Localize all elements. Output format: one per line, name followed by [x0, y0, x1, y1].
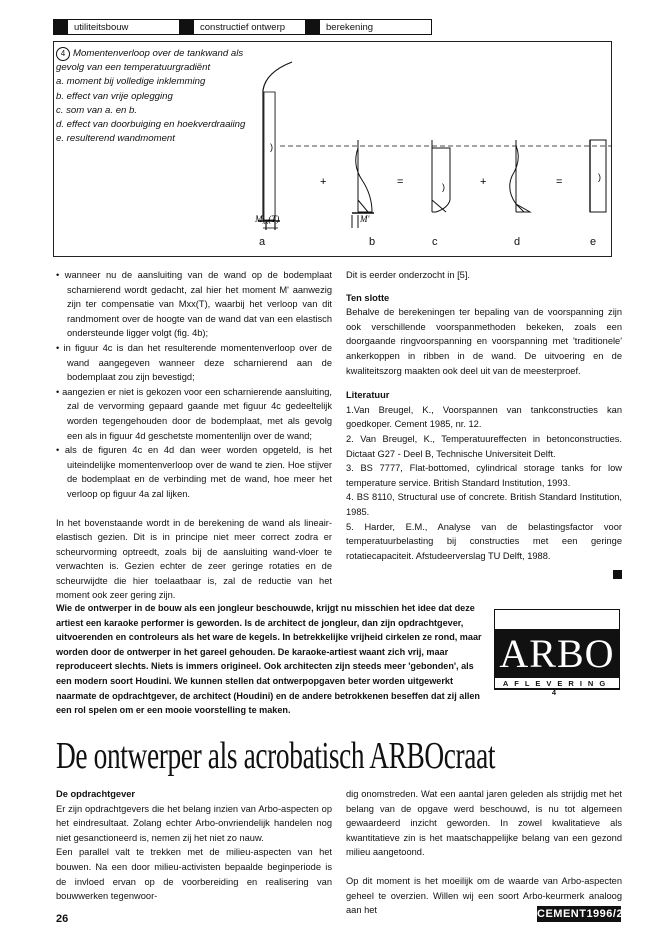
reference-item: 2. Van Breugel, K., Temperatuureffecten in betonconstructies. Dictaat G27 - Deel B, Technische Universiteit Delft. [346, 433, 622, 459]
caption-line: c. som van a. en b. [56, 104, 138, 116]
caption-line: a. moment bij volledige inklemming [56, 76, 206, 88]
left-column [56, 268, 332, 603]
figure-letter-b: b [369, 236, 376, 248]
plus-sign-1: + [320, 176, 327, 188]
section-heading: Literatuur [346, 390, 390, 401]
body-paragraph: Een parallel valt te trekken met de milieu-aspecten van het bouwen. Na een door milieu-activisten bepaalde beginperiode is de invloed ervan op de voorbereiding en realisering van bouwwerken tegenwoor- [56, 847, 332, 902]
body-paragraph: Behalve de berekeningen ter bepaling van de voorspanning zijn ook verschillende voorspanmethoden bekeken, zoals een doorgaande ringvoorspanning en voorspanning met 'traditionele' ankerkoppen in ribben in de wand. De uitvoering en de kwaliteitszorg maakten ook deel uit van de meesterproef. [346, 307, 622, 376]
caption-text: Momentenverloop over de tankwand als [73, 48, 244, 59]
end-mark [613, 570, 622, 579]
mxx-label: $M_{xx}(T)$ [255, 214, 280, 226]
body-paragraph: Op dit moment is het moeilijk om de waarde van Arbo-aspecten geheel te overzien. Willen wij een soort Arbo-keurmerk analoog aan het [346, 875, 622, 916]
reference-item: 5. Harder, E.M., Analyse van de belastingsfactor voor temperatuurbelasting bij constructies met een geringe rotatiecapaciteit. Afstudeerverslag TU Delft, 1988. [346, 521, 622, 561]
arbo-subtitle: AFLEVERING 4 [502, 679, 612, 697]
reference-item: 3. BS 7777, Flat-bottomed, cylindrical storage tanks for low temperature service. British Standard Institution, 1993. [346, 463, 622, 488]
caption-line: gevolg van een temperatuurgradiënt [56, 62, 211, 74]
tab-label: berekening [326, 21, 374, 33]
article-right-column [346, 787, 622, 918]
right-column [346, 268, 622, 563]
body-paragraph: Er zijn opdrachtgevers die het belang inzien van Arbo-aspecten op het eindresultaat. Zolang echter Arbo-onvriendelijk handelen nog niet gesanctioneerd is, nemen zij het niet zo nauw. [56, 803, 332, 843]
figure-letter-d: d [514, 236, 521, 248]
body-paragraph: In het bovenstaande wordt in de berekening de wand als lineair-elastisch gezien. Dit is in principe niet meer correct zodra er scheurvorming optreedt, zoals bij de aansluiting wand-vloer te verwachten is. Gezien echter de zeer geringe rotaties en de scheurwijdte die hier toelaatbaar is, zal de reductie van het moment ook zeer gering zijn. [56, 517, 332, 601]
bullet-item: • aangezien er niet is gekozen voor een scharnierende aansluiting, zal de vervorming gepaard gaande met figuur 4c gedeeltelijk worden tegengehouden door de bodemplaat, met als gevolg een als in figuur 4d geschetste momentenlijn over de wand; [56, 386, 332, 441]
section-heading: Ten slotte [346, 292, 390, 303]
figure-letter-e: e [590, 236, 597, 248]
diagram-d [510, 140, 530, 212]
page-number: 26 [56, 913, 69, 925]
tab-label: constructief ontwerp [200, 21, 286, 33]
plus-sign-2: + [480, 176, 487, 188]
moment-arrow-c: ) [442, 182, 445, 192]
magazine-tag: CEMENT1996/2 [537, 908, 624, 920]
equals-sign-2: = [556, 176, 563, 188]
arbo-logo: ARBO [494, 629, 620, 677]
diagram-a [258, 62, 292, 230]
bullet-item: • in figuur 4c is dan het resulterende momentenverloop over de wand aangegeven wanneer deze scharnierend aan de bodemplaat zou zijn bevestigd; [56, 342, 332, 383]
article-left-column [56, 787, 332, 904]
section-heading: De opdrachtgever [56, 789, 136, 799]
diagram-c [432, 140, 450, 212]
body-paragraph: dig onomstreden. Wat een aantal jaren geleden als strijdig met het belang van de opgave werd beschouwd, is nu tot algemeen gewaardeerd inzicht geworden. In zowel kwalitatieve als kwantitatieve zin is het maatschappelijke belang van een gezond milieu aangetoond. [346, 789, 622, 858]
continuation-text: Dit is eerder onderzocht in [5]. [346, 270, 471, 280]
figure-letter-c: c [432, 236, 438, 248]
equals-sign-1: = [397, 176, 404, 188]
tab-label: utiliteitsbouw [74, 21, 129, 33]
figure-number: 4 [56, 47, 70, 61]
article-intro: Wie de ontwerper in de bouw als een jongleur beschouwde, krijgt nu misschien het idee dat deze artiest een karaoke performer is geworden. Is de architect de jongleur, dan zijn opdrachtgever, uitvoerenden en controleurs als het ware de kegels. In betrekkelijke vrijheid cirkelen ze rond, maar worden door de ontwerper in het gareel gehouden. De karaoke-artiest waant zich vrij, maar reproduceert slechts. Niets is immers origineel. Ook architecten zijn steeds meer 'gebonden', als een modern soort Houdini. We kunnen stellen dat ontwerpopgaven beter worden uitgewerkt naarmate de opdrachtgever, de architect (Houdini) en de andere betrokkenen beseffen dat zij allen een rol spelen om er een mooie voorstelling te maken. [56, 603, 482, 716]
caption-line: b. effect van vrije oplegging [56, 90, 173, 102]
figure-letter-a: a [259, 236, 266, 248]
moment-arrow-a: ) [270, 142, 273, 152]
article-title: De ontwerper als acrobatisch ARBOcraat [56, 735, 496, 777]
moment-diagram [0, 0, 661, 260]
moment-arrow-e: ) [598, 172, 601, 182]
reference-item: 4. BS 8110, Structural use of concrete. British Standard Institution, 1985. [346, 492, 622, 517]
caption-line: d. effect van doorbuiging en hoekverdraaiing [56, 119, 246, 131]
caption-line: e. resulterend wandmoment [56, 133, 175, 145]
m-prime-label: M' [360, 214, 370, 224]
bullet-item: • wanneer nu de aansluiting van de wand op de bodemplaat scharnierend wordt gedacht, zal hier het moment M' aanwezig zijn ter compensatie van Mxx(T), waarbij het verloop van dit randmoment over de hoogte van de wand dat van een elastisch ondersteunde ligger volgt (fig. 4b); [56, 270, 333, 339]
bullet-item: • als de figuren 4c en 4d dan weer worden opgeteld, is het uiteindelijke momentenverloop over de wand te zien. Hoe stijver de bodemplaat en de verbinding met de wand, hoe meer het verloop op figuur 4a zal lijken. [56, 445, 332, 499]
reference-item: 1.Van Breugel, K., Voorspannen van tankconstructies kan goedkoper. Cement 1985, nr. 12. [346, 404, 622, 430]
